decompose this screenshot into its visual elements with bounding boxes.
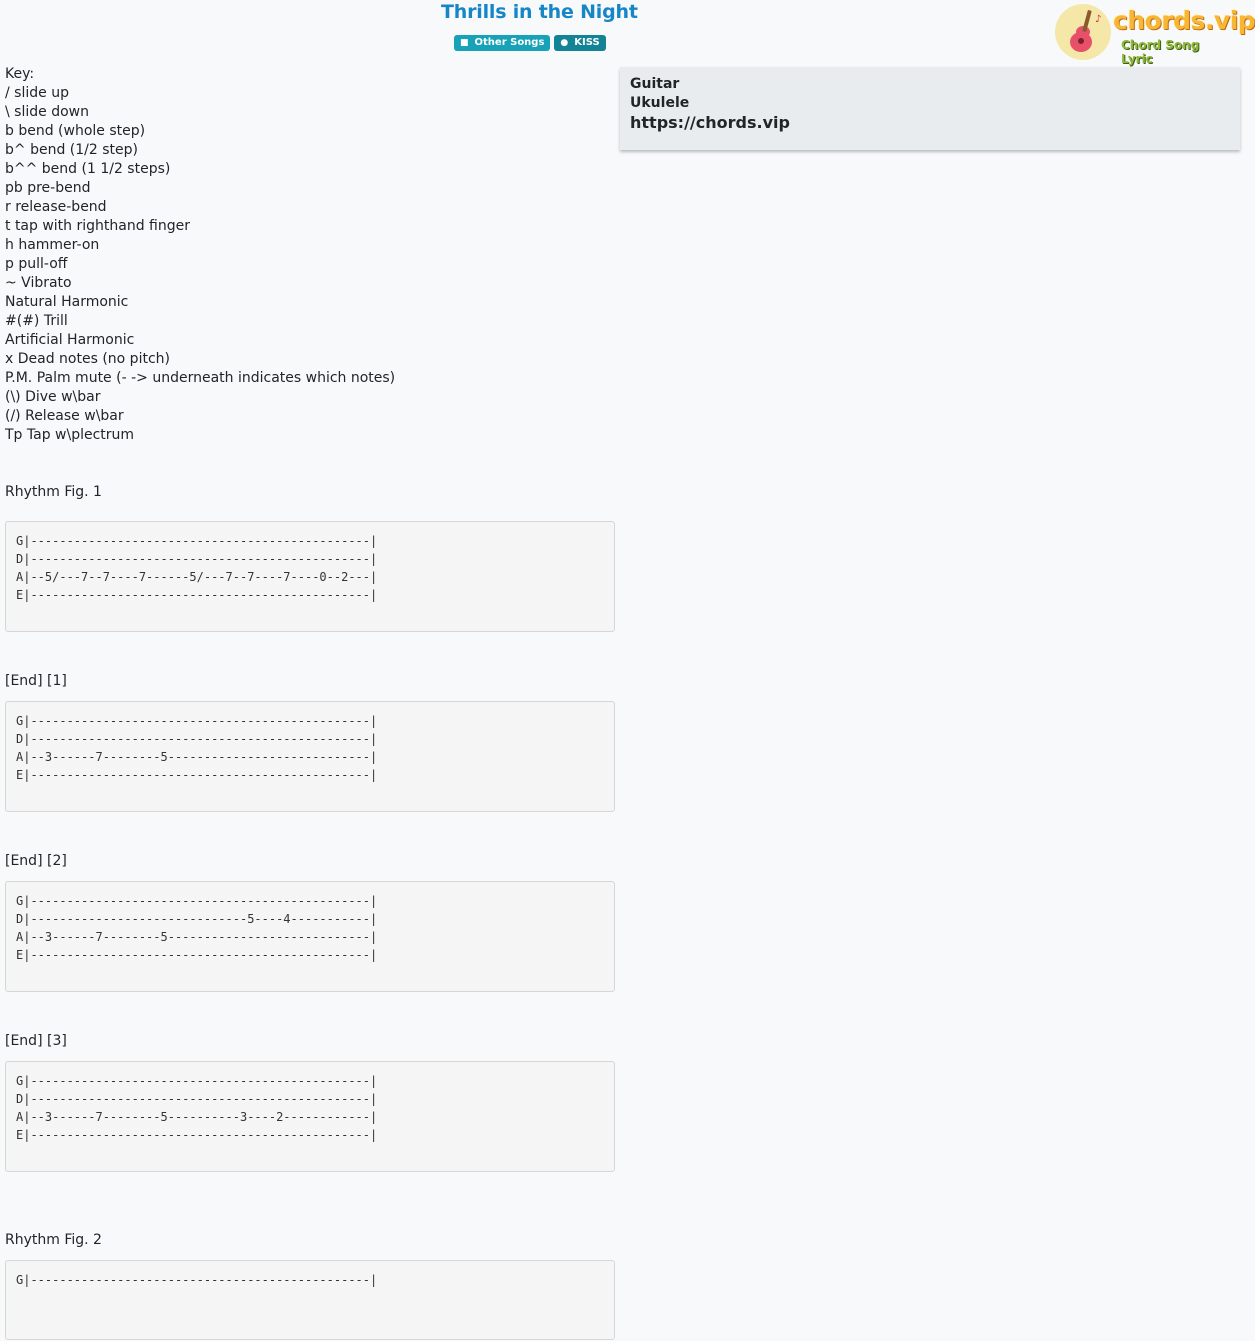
- tab-block: G|-----------------------------------------------| D|-----------------------------------------------| A|--5/---7--7----7------5/---7--7----7----0--2---| E|-----------------------------------------------|: [5, 521, 615, 632]
- ukulele-link[interactable]: Ukulele: [630, 95, 690, 111]
- tab-block: G|-----------------------------------------------| D|-----------------------------------------------| A|--3------7--------5----------------------------| E|-----------------------------------------------|: [5, 701, 615, 812]
- legend-line: Artificial Harmonic: [5, 332, 135, 348]
- section-label: Rhythm Fig. 1: [5, 484, 102, 500]
- legend-line: \ slide down: [5, 104, 89, 120]
- legend-line: pb pre-bend: [5, 180, 91, 196]
- legend-line: Key:: [5, 66, 35, 82]
- tab-block: G|-----------------------------------------------| D|-----------------------------------------------| A|--3------7--------5----------3----2------------| E|-----------------------------------------------|: [5, 1061, 615, 1172]
- legend-line: Tp Tap w\plectrum: [5, 427, 135, 443]
- instrument-panel: [620, 67, 1240, 150]
- logo-tagline: Chord Song Lyric: [1121, 38, 1200, 66]
- song-title[interactable]: Thrills in the Night: [441, 1, 638, 23]
- legend-line: t tap with righthand finger: [5, 218, 191, 234]
- legend-line: b bend (whole step): [5, 123, 146, 139]
- legend-line: #(#) Trill: [5, 313, 68, 329]
- artist-label: KISS: [574, 37, 600, 48]
- tab-block: G|-----------------------------------------------|: [5, 1260, 615, 1340]
- key-legend: [5, 65, 615, 445]
- badge-row: [454, 35, 606, 51]
- section-label: [End] [2]: [5, 853, 67, 869]
- section-label: Rhythm Fig. 2: [5, 1232, 102, 1248]
- song-content: [5, 65, 615, 1340]
- legend-line: P.M. Palm mute (- -> underneath indicates which notes): [5, 370, 396, 386]
- legend-line: (/) Release w\bar: [5, 408, 124, 424]
- tab-block: G|-----------------------------------------------| D|------------------------------5----4-----------| A|--3------7--------5----------------------------| E|-----------------------------------------------|: [5, 881, 615, 992]
- legend-line: p pull-off: [5, 256, 68, 272]
- legend-line: (\) Dive w\bar: [5, 389, 101, 405]
- svg-text:♪: ♪: [1095, 14, 1102, 25]
- logo-wordmark: chords.vip: [1113, 6, 1255, 35]
- legend-line: b^ bend (1/2 step): [5, 142, 138, 158]
- other-songs-badge[interactable]: [454, 35, 550, 51]
- legend-line: b^^ bend (1 1/2 steps): [5, 161, 171, 177]
- legend-line: Natural Harmonic: [5, 294, 129, 310]
- guitar-link[interactable]: Guitar: [630, 76, 680, 92]
- legend-line: x Dead notes (no pitch): [5, 351, 170, 367]
- artist-badge[interactable]: [554, 35, 605, 51]
- legend-line: r release-bend: [5, 199, 107, 215]
- section-label: [End] [3]: [5, 1033, 67, 1049]
- site-url-link[interactable]: https://chords.vip: [630, 113, 790, 132]
- section-label: [End] [1]: [5, 673, 67, 689]
- book-icon: ■: [460, 38, 469, 48]
- legend-line: / slide up: [5, 85, 69, 101]
- user-icon: ●: [560, 38, 569, 48]
- ukulele-logo-icon: [1055, 4, 1111, 60]
- legend-line: h hammer-on: [5, 237, 100, 253]
- other-songs-label: Other Songs: [474, 37, 545, 48]
- legend-line: ~ Vibrato: [5, 275, 72, 291]
- site-logo[interactable]: [1053, 2, 1255, 66]
